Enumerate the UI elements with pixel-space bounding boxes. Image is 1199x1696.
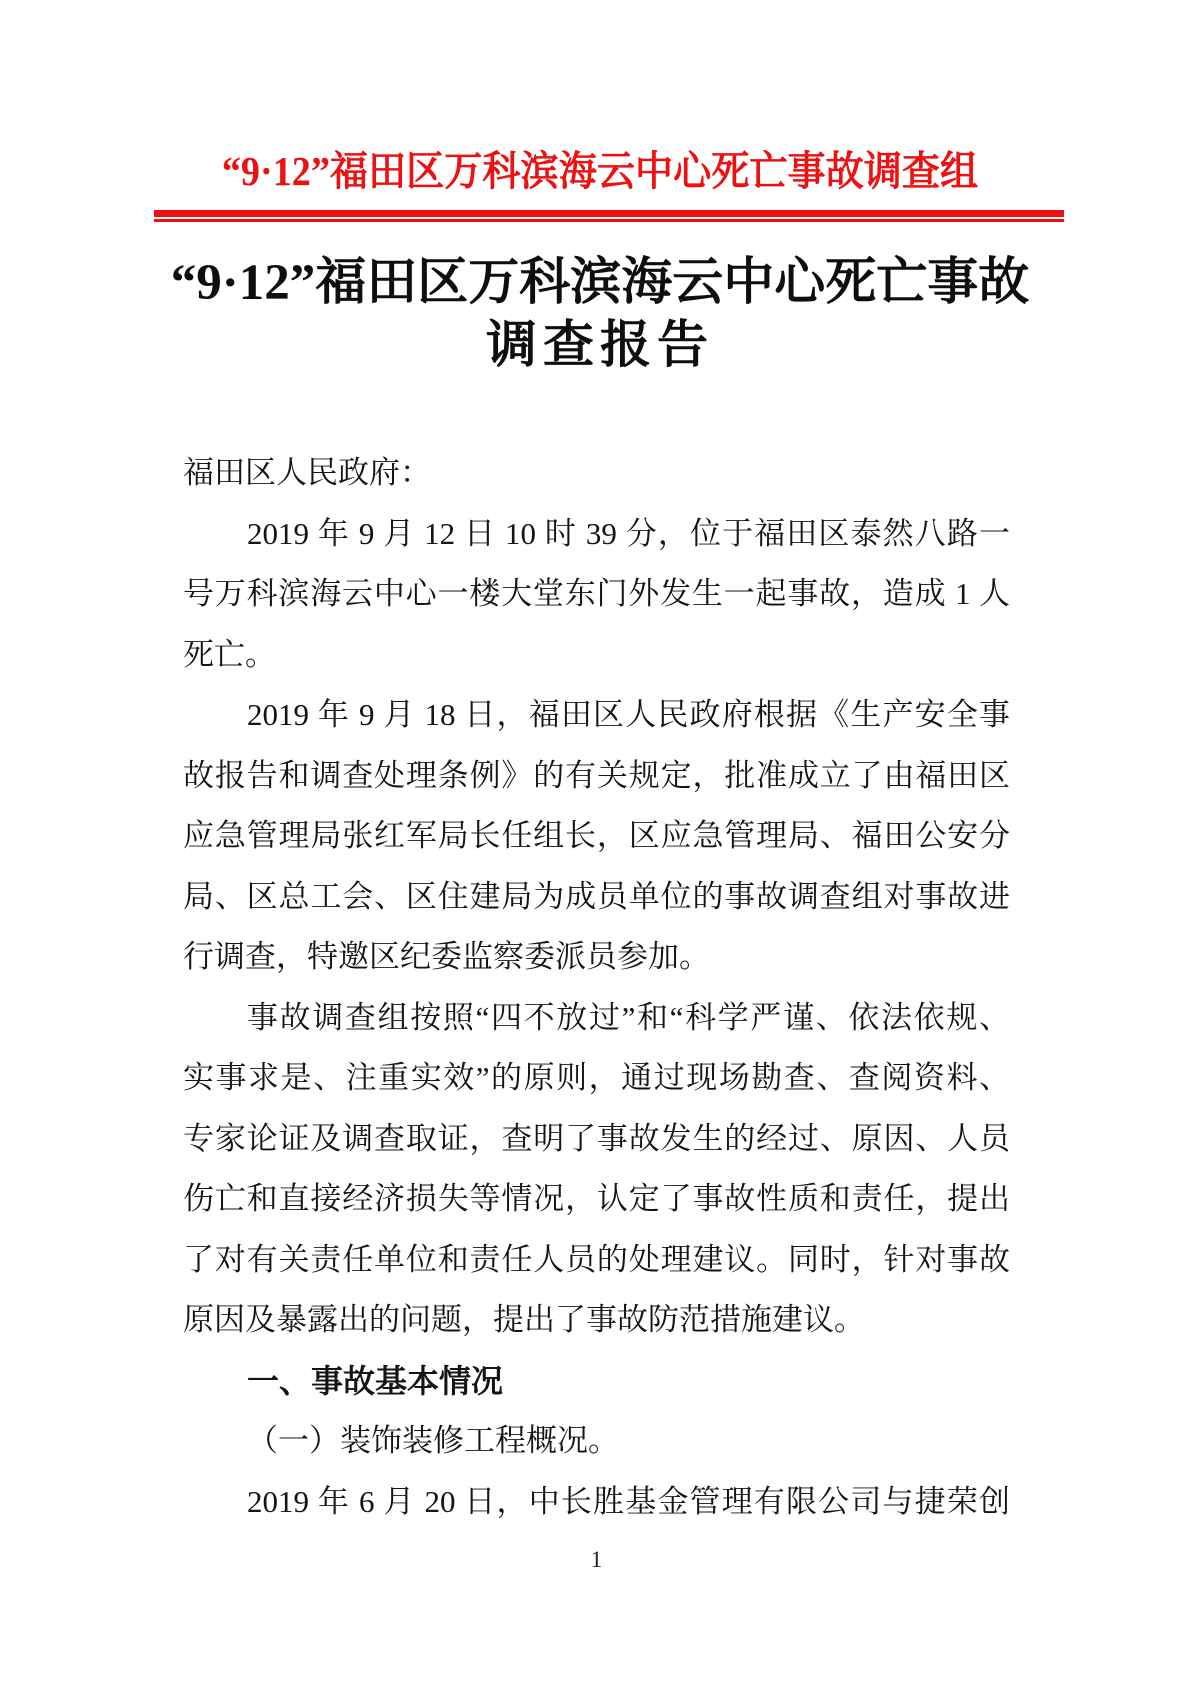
- document-title: [140, 252, 1060, 378]
- body-line: 故报告和调查处理条例》的有关规定，批准成立了由福田区: [183, 757, 1010, 793]
- document-title-line1: “9·12”福田区万科滨海云中心死亡事故: [170, 255, 1030, 311]
- letterhead-rule-thick: [154, 210, 1064, 217]
- document-title-line2: 调查报告: [485, 318, 714, 374]
- body-line: 专家论证及调查取证，查明了事故发生的经过、原因、人员: [183, 1120, 1010, 1156]
- letterhead-org-name: “9·12”福田区万科滨海云中心死亡事故调查组: [221, 148, 979, 194]
- section-heading: 一、事故基本情况: [247, 1362, 504, 1399]
- body-line: 行调查，特邀区纪委监察委派员参加。: [183, 939, 710, 974]
- body-line: （一）装饰装修工程概况。: [247, 1423, 619, 1458]
- body-line: 实事求是、注重实效”的原则，通过现场勘查、查阅资料、: [183, 1060, 1010, 1095]
- body-line: 了对有关责任单位和责任人员的处理建议。同时，针对事故: [183, 1241, 1010, 1277]
- body-line: 事故调查组按照“四不放过”和“科学严谨、依法依规、: [247, 999, 1010, 1035]
- document-body: [183, 443, 1010, 1532]
- body-line: 2019 年 9 月 18 日，福田区人民政府根据《生产安全事: [247, 697, 1010, 732]
- body-line: 2019 年 6 月 20 日，中长胜基金管理有限公司与捷荣创: [247, 1483, 1010, 1519]
- body-line: 应急管理局张红军局长任组长，区应急管理局、福田公安分: [183, 818, 1010, 853]
- body-line: 原因及暴露出的问题，提出了事故防范措施建议。: [183, 1302, 865, 1337]
- body-line: 福田区人民政府：: [183, 455, 431, 490]
- body-line: 局、区总工会、区住建局为成员单位的事故调查组对事故进: [183, 878, 1010, 914]
- body-line: 号万科滨海云中心一楼大堂东门外发生一起事故，造成 1 人: [183, 576, 1010, 611]
- body-line: 死亡。: [183, 636, 276, 672]
- letterhead-rule-thin: [154, 219, 1064, 222]
- page-number: 1: [590, 1547, 603, 1572]
- body-line: 伤亡和直接经济损失等情况，认定了事故性质和责任，提出: [183, 1181, 1010, 1216]
- body-line: 2019 年 9 月 12 日 10 时 39 分，位于福田区泰然八路一: [247, 515, 1010, 551]
